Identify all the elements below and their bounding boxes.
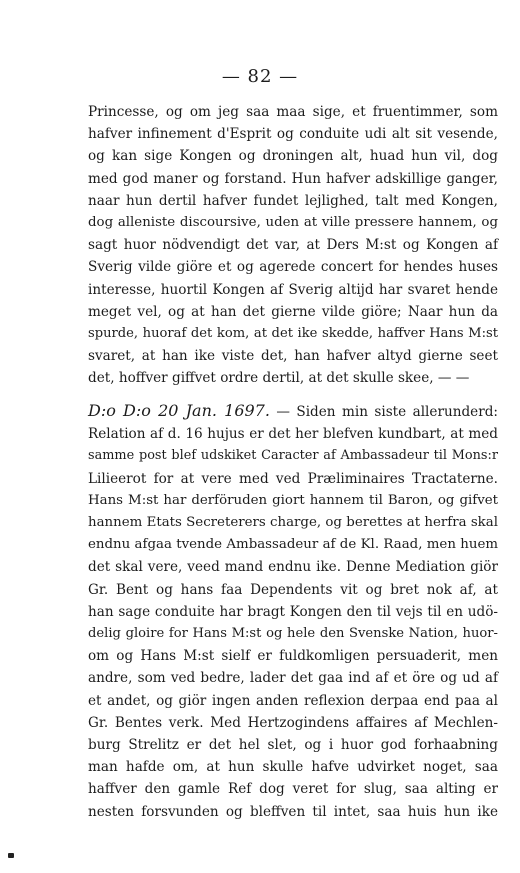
text-line: endnu afgaa tvende Ambassadeur af de Kl. Raad, men huem <box>88 537 498 553</box>
text-line: det skal vere, veed mand endnu ike. Denne Mediation giör <box>88 559 498 576</box>
text-line: med god maner og forstand. Hun hafver adskillige ganger, <box>88 170 498 187</box>
text-line: delig gloire for Hans M:st og hele den Svenske Nation, huor- <box>88 626 498 642</box>
text-line: svaret, at han ike viste det, han hafver altyd gierne seet <box>88 348 498 365</box>
entry-first-line-text: — Siden min siste allerunderd: <box>276 404 498 420</box>
paragraph-1 <box>88 101 498 390</box>
text-line: Princesse, og om jeg saa maa sige, et fruentimmer, som <box>88 104 498 120</box>
text-line: interesse, huortil Kongen af Sverig altijd har svaret hende <box>88 281 498 298</box>
text-line: Gr. Bent og hans faa Dependents vit og bret nok af, at <box>88 581 498 598</box>
ink-mark <box>8 853 14 858</box>
text-line: andre, som ved bedre, lader det gaa ind af et öre og ud af <box>88 670 498 687</box>
text-line: Hans M:st har derföruden giort hannem til Baron, og gifvet <box>88 492 498 508</box>
text-line: Gr. Bentes verk. Med Hertzogindens affaires af Mechlen- <box>88 714 498 731</box>
text-line: Lilieerot for at vere med ved Præliminaires Tractaterne. <box>88 470 498 487</box>
entry-date-heading: D:o D:o 20 Jan. 1697. <box>88 401 270 420</box>
text-line: naar hun dertil hafver fundet lejlighed, talt med Kongen, <box>88 192 498 209</box>
text-line: Relation af d. 16 hujus er det her blefven kundbart, at med <box>88 426 498 443</box>
page-number: — 82 — <box>221 66 299 87</box>
text-line: sagt huor nödvendigt det var, at Ders M:st og Kongen af <box>88 237 498 254</box>
text-line: meget vel, og at han det gierne vilde giöre; Naar hun da <box>88 303 498 320</box>
text-line: det, hoffver giffvet ordre dertil, at det skulle skee, — — <box>88 370 470 387</box>
text-line: om og Hans M:st sielf er fuldkomligen persuaderit, men <box>88 648 498 665</box>
text-line: hafver infinement d'Esprit og conduite udi alt sit vesende, <box>88 126 498 143</box>
text-line: og kan sige Kongen og droningen alt, huad hun vil, dog <box>88 148 498 165</box>
entry-first-line <box>88 400 498 423</box>
text-line: samme post blef udskiket Caracter af Ambassadeur til Mons:r <box>88 448 498 464</box>
paragraph-2 <box>88 400 498 823</box>
text-line: hannem Etats Secreterers charge, og berettes at herfra skal <box>88 515 498 531</box>
text-line: man hafde om, at hun skulle hafve udvirket noget, saa <box>88 759 498 776</box>
text-line: spurde, huoraf det kom, at det ike skedde, haffver Hans M:st <box>88 326 498 342</box>
text-line: dog alleniste discoursive, uden at ville pressere hannem, og <box>88 215 498 231</box>
text-line: et andet, og giör ingen anden reflexion derpaa end paa al <box>88 692 498 709</box>
text-line: han sage conduite har bragt Kongen den til vejs til en udö- <box>88 603 498 620</box>
text-line: nesten forsvunden og bleffven til intet, saa huis hun ike <box>88 803 498 820</box>
text-line: burg Strelitz er det hel slet, og i huor god forhaabning <box>88 737 498 754</box>
text-line: haffver den gamle Ref dog veret for slug, saa alting er <box>88 781 498 798</box>
text-line: Sverig vilde giöre et og agerede concert for hendes huses <box>88 259 498 276</box>
